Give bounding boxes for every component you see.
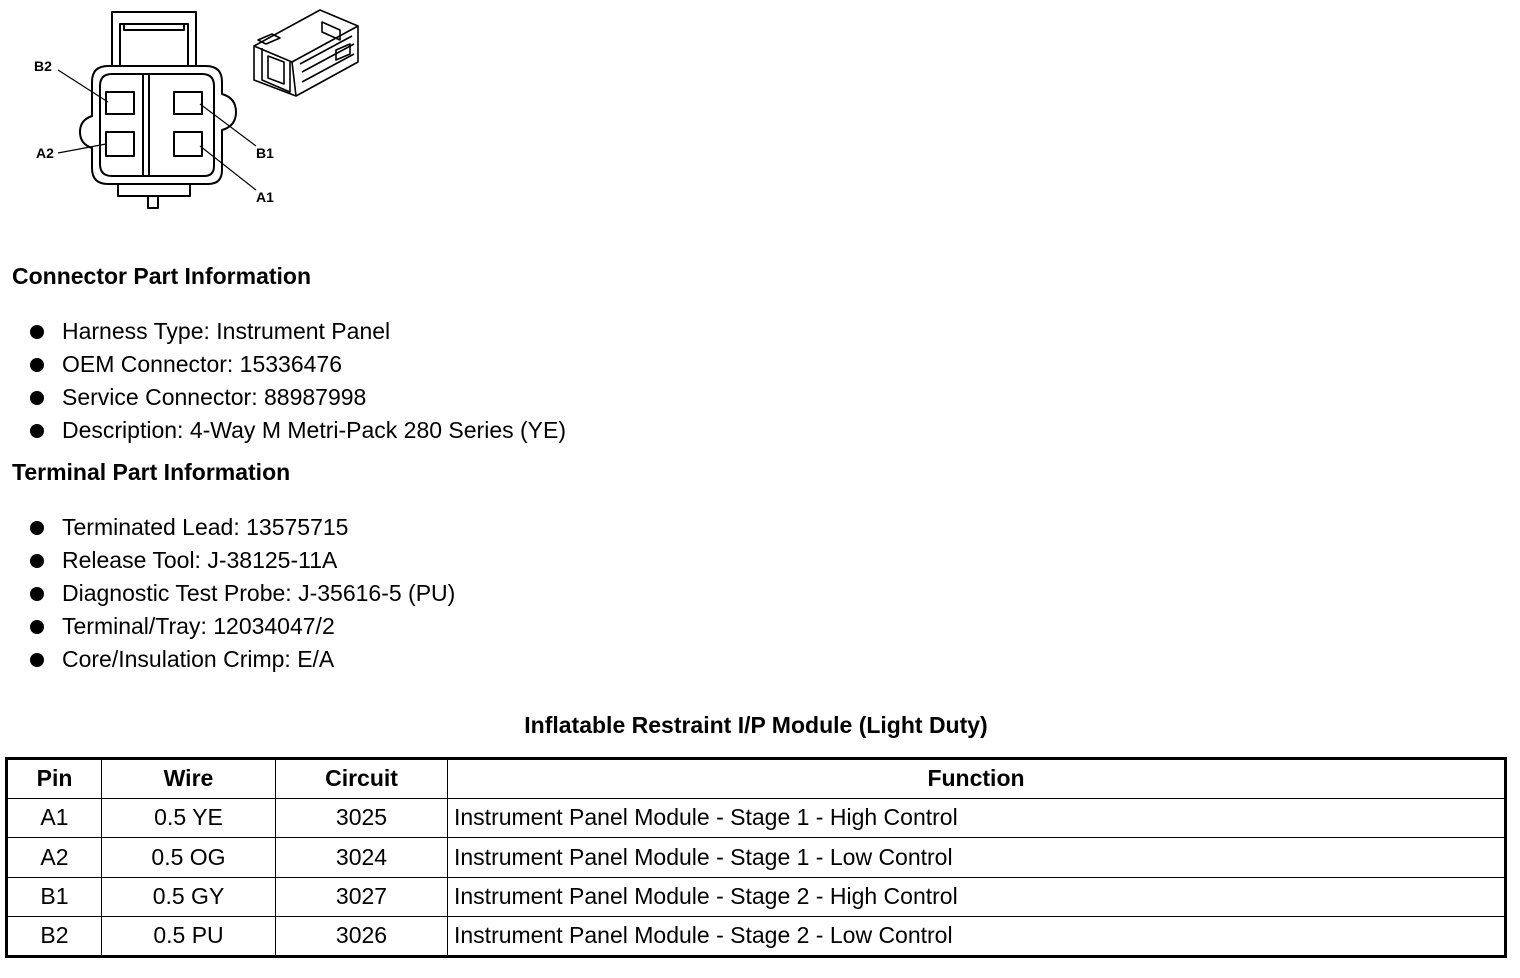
table-row [7, 877, 1506, 917]
list-item-text: Service Connector: 88987998 [62, 384, 367, 410]
cell-function: Instrument Panel Module - Stage 1 - High Control [448, 798, 1506, 838]
cell-wire: 0.5 OG [102, 838, 276, 878]
list-item [28, 511, 455, 544]
connector-diagram [0, 0, 380, 220]
bullet-icon [30, 620, 44, 634]
list-item-text: OEM Connector: 15336476 [62, 351, 343, 377]
bullet-icon [30, 424, 44, 438]
cell-wire: 0.5 PU [102, 917, 276, 957]
list-item [28, 577, 455, 610]
table-row [7, 798, 1506, 838]
list-item [28, 381, 566, 414]
header-pin: Pin [7, 759, 102, 799]
pin-label-b2: B2 [34, 58, 52, 74]
cell-circuit: 3027 [276, 877, 448, 917]
list-item-text: Core/Insulation Crimp: E/A [62, 646, 335, 672]
cell-function: Instrument Panel Module - Stage 1 - Low Control [448, 838, 1506, 878]
cell-circuit: 3024 [276, 838, 448, 878]
bullet-icon [30, 358, 44, 372]
terminal-info-list [28, 511, 455, 676]
bullet-icon [30, 554, 44, 568]
bullet-icon [30, 653, 44, 667]
list-item-text: Harness Type: Instrument Panel [62, 318, 391, 344]
pin-label-b1: B1 [256, 145, 274, 161]
list-item [28, 544, 455, 577]
list-item [28, 643, 455, 676]
list-item [28, 315, 566, 348]
connector-info-list [28, 315, 566, 447]
list-item-text: Terminal/Tray: 12034047/2 [62, 613, 335, 639]
list-item-text: Description: 4-Way M Metri-Pack 280 Series (YE) [62, 417, 567, 443]
connector-face-drawing [0, 0, 380, 220]
bullet-icon [30, 521, 44, 535]
list-item-text: Diagnostic Test Probe: J-35616-5 (PU) [62, 580, 456, 606]
connector-info-heading: Connector Part Information [12, 263, 312, 289]
list-item [28, 348, 566, 381]
list-item [28, 610, 455, 643]
cell-pin: A1 [7, 798, 102, 838]
pin-label-a2: A2 [36, 145, 54, 161]
cell-wire: 0.5 YE [102, 798, 276, 838]
cell-circuit: 3026 [276, 917, 448, 957]
cell-wire: 0.5 GY [102, 877, 276, 917]
pin-label-a1: A1 [256, 189, 274, 205]
header-wire: Wire [102, 759, 276, 799]
cell-pin: A2 [7, 838, 102, 878]
connector-isometric-icon [254, 10, 358, 96]
cell-function: Instrument Panel Module - Stage 2 - Low Control [448, 917, 1506, 957]
list-item-text: Terminated Lead: 13575715 [62, 514, 349, 540]
cell-function: Instrument Panel Module - Stage 2 - High Control [448, 877, 1506, 917]
list-item-text: Release Tool: J-38125-11A [62, 547, 338, 573]
pinout-table [5, 757, 1507, 958]
bullet-icon [30, 391, 44, 405]
table-row [7, 917, 1506, 957]
pinout-table-title: Inflatable Restraint I/P Module (Light Duty) [524, 712, 988, 738]
terminal-info-heading: Terminal Part Information [12, 459, 291, 485]
header-function: Function [448, 759, 1506, 799]
cell-circuit: 3025 [276, 798, 448, 838]
table-row [7, 838, 1506, 878]
bullet-icon [30, 587, 44, 601]
cell-pin: B2 [7, 917, 102, 957]
bullet-icon [30, 325, 44, 339]
cell-pin: B1 [7, 877, 102, 917]
table-header-row [7, 759, 1506, 799]
header-circuit: Circuit [276, 759, 448, 799]
list-item [28, 414, 566, 447]
